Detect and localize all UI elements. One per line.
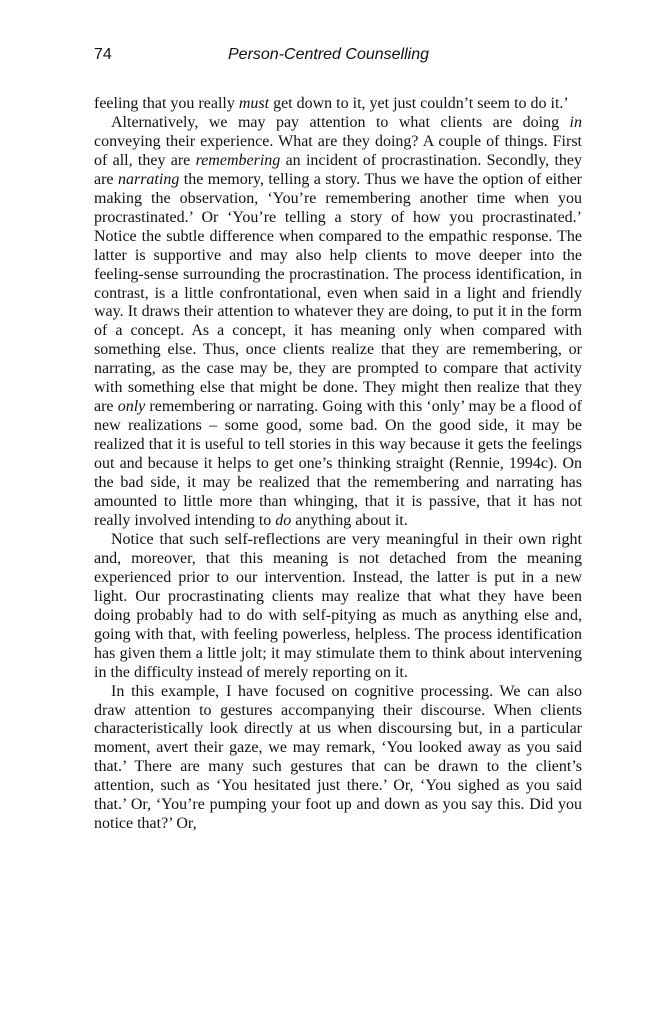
page-header (94, 44, 582, 70)
body-text (94, 95, 582, 834)
text-run: anything about it. (291, 511, 408, 529)
text-run: the memory, telling a story. Thus we have the option of either making the observation, ‘You’re remembering another time when you procrastinated.’ Or ‘You’re telling a story of how you procrastinated.’ Notice the subtle difference when compared to the empathic response. The latter is supportive and may also help clients to move deeper into the feeling-sense surrounding the procrastination. The process identification, in contrast, is a little confrontational, even when said in a light and friendly way. It draws their attention to whatever they are doing, to put it in the form of a concept. As a concept, it has meaning only when compared with something else. Thus, once clients realize that they are remembering, or narrating, as the case may be, they are prompted to compare that activity with something else that might be done. They might then realize that they are (94, 170, 583, 416)
paragraph-1 (94, 95, 582, 114)
italic-run: do (275, 511, 292, 529)
paragraph-3: Notice that such self-reflections are very meaningful in their own right and, moreover, that this meaning is not detached from the meaning experienced prior to our intervention. Instead, the latter is put in a new light. Our procrastinating clients may realize that what they have been doing probably had to do with self-pitying as much as anything else and, going with that, with feeling powerless, helpless. The process identification has given them a little jolt; it may stimulate them to think about intervening in the difficulty instead of merely reporting on it. (94, 530, 582, 681)
text-run: feeling that you really (94, 95, 239, 112)
text-run: conveying their experience. What are they doing? A couple of things. First of all, they are (94, 132, 582, 169)
text-run: remembering or narrating. Going with this ‘only’ may be a flood of new realizations – some good, some bad. On the good side, it may be realized that it is useful to tell stories in this way because it gets the feelings out and because it helps to get one’s thinking straight (Rennie, 1994c). On the bad side, it may be realized that the remembering and narrating has amounted to little more than whinging, that it is passive, that it has not really involved intending to (94, 398, 583, 529)
italic-run: narrating (117, 170, 180, 188)
page-number: 74 (94, 46, 112, 63)
italic-run: remembering (195, 151, 281, 169)
italic-run: in (569, 113, 582, 131)
text-run: Alternatively, we may pay attention to what clients are doing (111, 113, 570, 131)
text-run: an incident of procrastination. Secondly, they are (94, 151, 582, 188)
paragraph-4: In this example, I have focused on cognitive processing. We can also draw attention to gestures accompanying their discourse. When clients characteristically look directly at us when discoursing but, in a particular moment, avert their gaze, we may remark, ‘You looked away as you said that.’ There are many such gestures that can be drawn to the client’s attention, such as ‘You hesitated just there.’ Or, ‘You sighed as you said that.’ Or, ‘You’re pumping your foot up and down as you say this. Did you notice that?’ Or, (94, 682, 582, 833)
italic-run: must (238, 95, 270, 112)
running-head: Person-Centred Counselling (228, 46, 429, 63)
paragraph-2 (94, 114, 582, 531)
text-run: get down to it, yet just couldn’t seem to do it.’ (269, 95, 569, 112)
italic-run: only (117, 398, 146, 416)
